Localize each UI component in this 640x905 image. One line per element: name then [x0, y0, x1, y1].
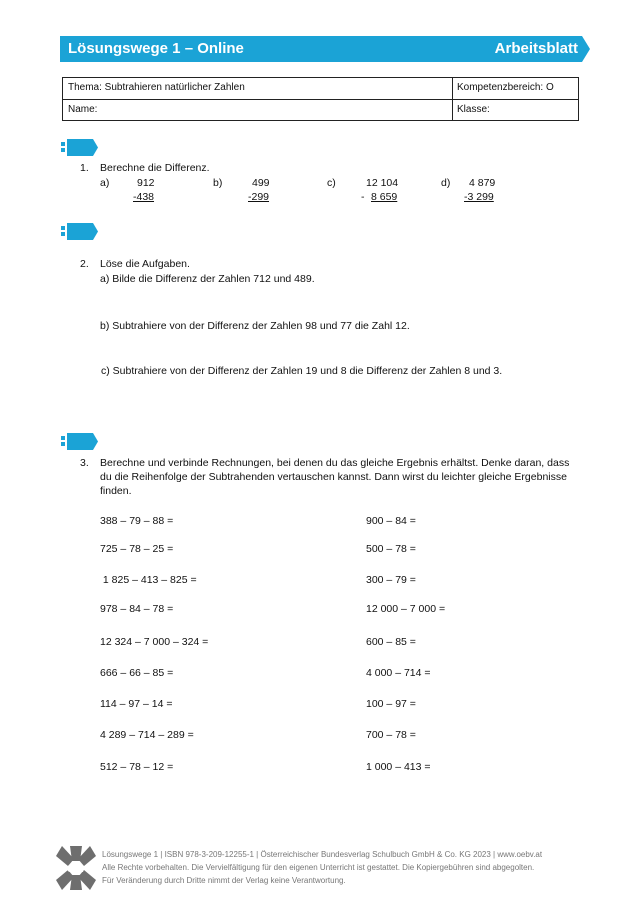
task3-left-expr: 512 – 78 – 12 = [100, 761, 174, 773]
task1-b-bottom: -299 [248, 191, 270, 203]
competence-icon [61, 139, 98, 156]
info-row-1 [63, 78, 578, 100]
task2-number: 2. [80, 258, 89, 270]
klasse-label: Klasse: [457, 104, 490, 115]
task1-d-top: 4 879 [469, 177, 496, 189]
task3-left-expr: 12 324 – 7 000 – 324 = [100, 636, 209, 648]
footer-line-2: Alle Rechte vorbehalten. Die Vervielfältigung für den eigenen Unterricht ist gestattet. Die Kopiergebühren sind abgegolten. [102, 863, 535, 872]
task3-left-expr: 388 – 79 – 88 = [100, 515, 174, 527]
task3-left-expr: 666 – 66 – 85 = [100, 667, 174, 679]
task3-right-expr: 500 – 78 = [366, 543, 416, 555]
task3-right-expr: 100 – 97 = [366, 698, 416, 710]
task1-d-letter: d) [441, 177, 451, 189]
task1-c-letter: c) [327, 177, 336, 189]
task3-right-expr: 900 – 84 = [366, 515, 416, 527]
task3-right-expr: 700 – 78 = [366, 729, 416, 741]
task3-right-expr: 12 000 – 7 000 = [366, 603, 446, 615]
task1-a-letter: a) [100, 177, 110, 189]
task3-right-expr: 1 000 – 413 = [366, 761, 431, 773]
header-banner [60, 36, 590, 62]
task1-a-top: 912 [137, 177, 155, 189]
task2-c: c) Subtrahiere von der Differenz der Zahlen 19 und 8 die Differenz der Zahlen 8 und 3. [101, 365, 503, 377]
task2-title: Löse die Aufgaben. [100, 258, 190, 270]
task1-number: 1. [80, 162, 89, 174]
info-table [62, 77, 579, 121]
task3-right-expr: 4 000 – 714 = [366, 667, 431, 679]
task3-line3: finden. [100, 485, 132, 497]
task1-c-bottom: 8 659 [371, 191, 398, 203]
task2-a: a) Bilde die Differenz der Zahlen 712 und 489. [100, 273, 315, 285]
task3-left-expr: 114 – 97 – 14 = [100, 698, 173, 710]
task1-title: Berechne die Differenz. [100, 162, 210, 174]
task1-c-top: 12 104 [366, 177, 399, 189]
kompetenz-label: Kompetenzbereich: O [457, 82, 554, 93]
competence-icon [61, 433, 98, 450]
header-doc-type: Arbeitsblatt [494, 40, 578, 57]
info-row-2 [63, 100, 578, 122]
name-label: Name: [68, 104, 98, 115]
task3-line1: Berechne und verbinde Rechnungen, bei denen du das gleiche Ergebnis erhältst. Denke daran, dass [100, 457, 570, 469]
task3-number: 3. [80, 457, 89, 469]
task1-b-top: 499 [252, 177, 270, 189]
task3-line2: du die Reihenfolge der Subtrahenden vertauschen kannst. Dann wirst du leichter gleiche Ergebnisse [100, 471, 567, 483]
oebv-logo [56, 846, 96, 890]
task3-right-expr: 600 – 85 = [366, 636, 416, 648]
task2-b: b) Subtrahiere von der Differenz der Zahlen 98 und 77 die Zahl 12. [100, 320, 410, 332]
footer-line-1: Lösungswege 1 | ISBN 978-3-209-12255-1 | Österreichischer Bundesverlag Schulbuch GmbH & Co. KG 2023 | www.oebv.at [102, 850, 543, 859]
info-divider [452, 78, 453, 120]
task3-left-expr: 978 – 84 – 78 = [100, 603, 174, 615]
task1-b-letter: b) [213, 177, 223, 189]
thema-label: Thema: Subtrahieren natürlicher Zahlen [68, 82, 245, 93]
task3-right-expr: 300 – 79 = [366, 574, 416, 586]
task3-left-expr: 1 825 – 413 – 825 = [100, 574, 197, 586]
competence-icon [61, 223, 98, 240]
task1-c-minus: - [361, 191, 365, 203]
header-title: Lösungswege 1 – Online [68, 40, 244, 57]
task3-left-expr: 4 289 – 714 – 289 = [100, 729, 194, 741]
task3-left-expr: 725 – 78 – 25 = [100, 543, 174, 555]
logo-text: öbv [67, 864, 85, 875]
task1-d-bottom: -3 299 [464, 191, 494, 203]
footer-line-3: Für Veränderung durch Dritte nimmt der Verlag keine Verantwortung. [102, 876, 346, 885]
task1-a-bottom: -438 [133, 191, 155, 203]
